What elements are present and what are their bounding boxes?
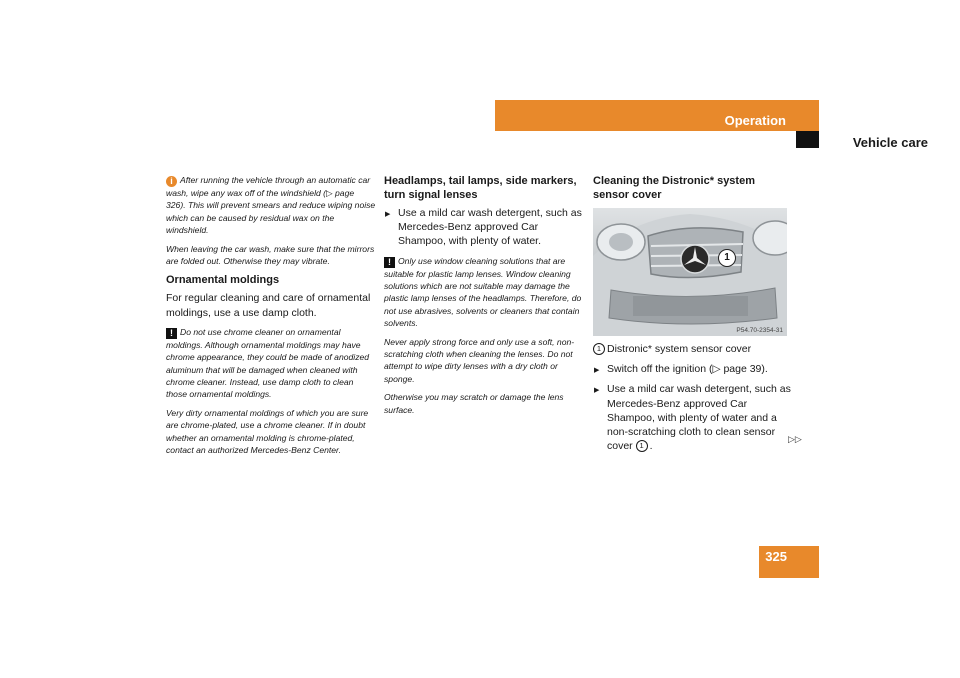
column-left bbox=[166, 174, 376, 463]
lamp-warning-text-1: Only use window cleaning solutions that are suitable for plastic lamp lenses. Window cleaning solutions which are not suitable may damage the plastic lamp lenses of the headlamps. Therefore, do not use abrasives, solvents or cleaners that contain solvents. bbox=[384, 255, 582, 329]
continue-arrows-icon: ▷▷ bbox=[788, 434, 802, 444]
page-number-box bbox=[759, 546, 819, 578]
section-heading-headlamps: Headlamps, tail lamps, side markers, turn signal lenses bbox=[384, 175, 577, 201]
warning-note-text-2: Very dirty ornamental moldings of which you are sure are chrome-plated, use a chrome cleaner. If in doubt whether an ornamental molding is chrome-plated, contact an authorized Mercedes-Benz Center. bbox=[166, 407, 369, 456]
ornamental-body: For regular cleaning and care of ornamental moldings, use a use damp cloth. bbox=[166, 292, 371, 319]
info-note bbox=[166, 174, 376, 267]
lamp-warning-note bbox=[384, 255, 584, 416]
warning-icon: ! bbox=[166, 328, 177, 339]
step-number-1: 1 bbox=[636, 440, 648, 452]
figure-code: P54.70-2354-31 bbox=[736, 327, 783, 334]
lamp-warning-text-2: Never apply strong force and only use a soft, non-scratching cloth when cleaning the lenses. Do not attempt to wipe dirty lenses with a dry cloth or sponge. bbox=[384, 336, 575, 384]
header-subtitle: Vehicle care bbox=[852, 135, 928, 150]
section-heading-distronic: Cleaning the Distronic* system sensor cover bbox=[593, 175, 755, 201]
info-icon: i bbox=[166, 176, 177, 187]
page-number: 325 bbox=[765, 549, 787, 564]
headlamps-step: ▶ Use a mild car wash detergent, such as Mercedes-Benz approved Car Shampoo, with plenty of water. bbox=[384, 206, 584, 249]
sensor-cover-figure bbox=[593, 208, 787, 336]
header-title: Operation bbox=[724, 113, 786, 128]
car-front-illustration bbox=[593, 208, 787, 336]
distronic-step-2 bbox=[593, 382, 793, 453]
warning-icon: ! bbox=[384, 257, 395, 268]
distronic-step-1: ▶ Switch off the ignition (▷ page 39). bbox=[593, 362, 793, 376]
lamp-warning-text-3: Otherwise you may scratch or damage the lens surface. bbox=[384, 392, 564, 415]
legend-number-1: 1 bbox=[593, 343, 605, 355]
warning-note bbox=[166, 326, 376, 457]
distronic-step-2-end: . bbox=[649, 440, 653, 453]
column-right bbox=[593, 174, 793, 459]
info-note-text-2: When leaving the car wash, make sure that the mirrors are folded out. Otherwise they may vibrate. bbox=[166, 243, 375, 267]
distronic-step-2-text: Use a mild car wash detergent, such as Mercedes-Benz approved Car Shampoo, with plenty of water and a non-scratching cloth to clean sensor cover bbox=[607, 383, 791, 453]
legend-text: Distronic* system sensor cover bbox=[607, 343, 752, 355]
header-marker bbox=[796, 131, 819, 148]
section-heading-ornamental: Ornamental moldings bbox=[166, 274, 280, 287]
figure-legend bbox=[593, 342, 793, 356]
column-middle bbox=[384, 174, 584, 422]
info-note-text-1: After running the vehicle through an automatic car wash, wipe any wax off of the windshield (▷ page 326). This will prevent smears and reduce wiping noise which can be caused by residual wax on the windshield. bbox=[166, 175, 376, 236]
header-band bbox=[495, 100, 819, 131]
callout-1: 1 bbox=[718, 249, 736, 267]
warning-note-text-1: Do not use chrome cleaner on ornamental moldings. Although ornamental moldings may have chrome appearance, they could be made of anodized aluminum that will be damaged when cleaned with chrome cleaner. Instead, use damp cloth to clean those ornamental moldings. bbox=[166, 326, 370, 400]
